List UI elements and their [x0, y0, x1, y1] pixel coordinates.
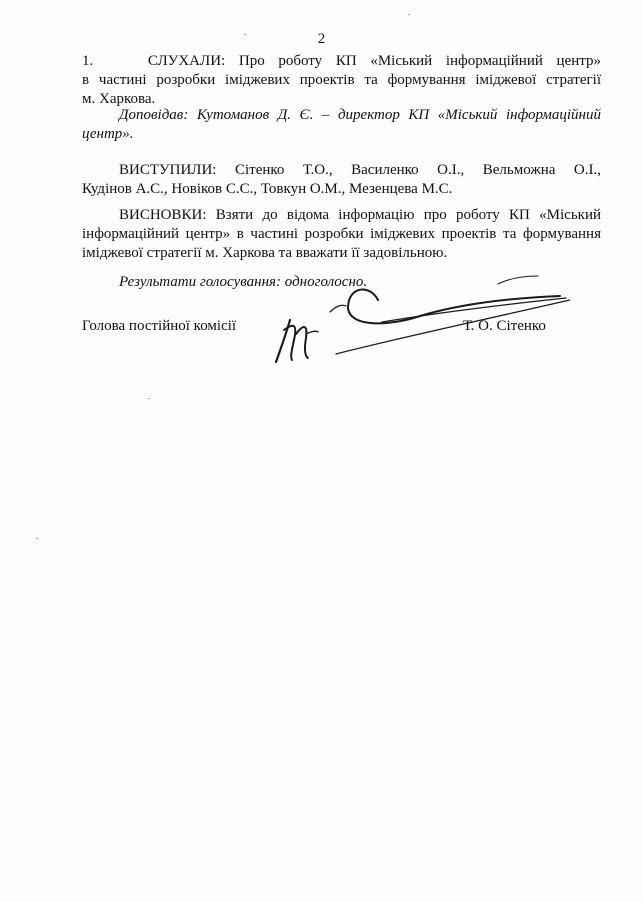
scan-speck	[244, 34, 246, 35]
chairman-name: Т. О. Сітенко	[463, 318, 546, 334]
conclusions-paragraph	[82, 206, 601, 263]
item-heard-line-2: в частині розробки іміджевих проектів та формування іміджевої стратегії	[82, 72, 601, 88]
item-heard-line-3: м. Харкова.	[82, 91, 156, 107]
voting-line: Результати голосування: одноголосно.	[119, 274, 368, 290]
reporter-line-1: Доповідав: Кутоманов Д. Є. – директор КП «Міський інформаційний	[119, 107, 601, 123]
scan-speck	[148, 398, 150, 399]
conclusions-line-1: ВИСНОВКИ: Взяти до відома інформацію про роботу КП «Міський	[119, 207, 601, 223]
page-number: 2	[317, 31, 326, 47]
speakers-line-1: ВИСТУПИЛИ: Сітенко Т.О., Василенко О.І., Вельможна О.І.,	[119, 162, 601, 178]
reporter-line-2: центр».	[82, 126, 134, 142]
conclusions-line-2: інформаційний центр» в частині розробки іміджевих проектів та формування	[82, 226, 601, 242]
speakers-paragraph	[82, 161, 601, 199]
reporter-paragraph	[82, 106, 601, 144]
scan-speck	[408, 14, 410, 15]
chairman-title: Голова постійної комісії	[82, 318, 237, 334]
scan-speck	[36, 538, 38, 539]
conclusions-line-3: іміджевої стратегії м. Харкова та вважати її задовільною.	[82, 245, 448, 261]
speakers-line-2: Кудінов А.С., Новіков С.С., Товкун О.М., Мезенцева М.С.	[82, 181, 453, 197]
item-heard-line-1: 1. СЛУХАЛИ: Про роботу КП «Міський інформаційний центр»	[82, 53, 601, 69]
item-heard	[82, 52, 601, 109]
